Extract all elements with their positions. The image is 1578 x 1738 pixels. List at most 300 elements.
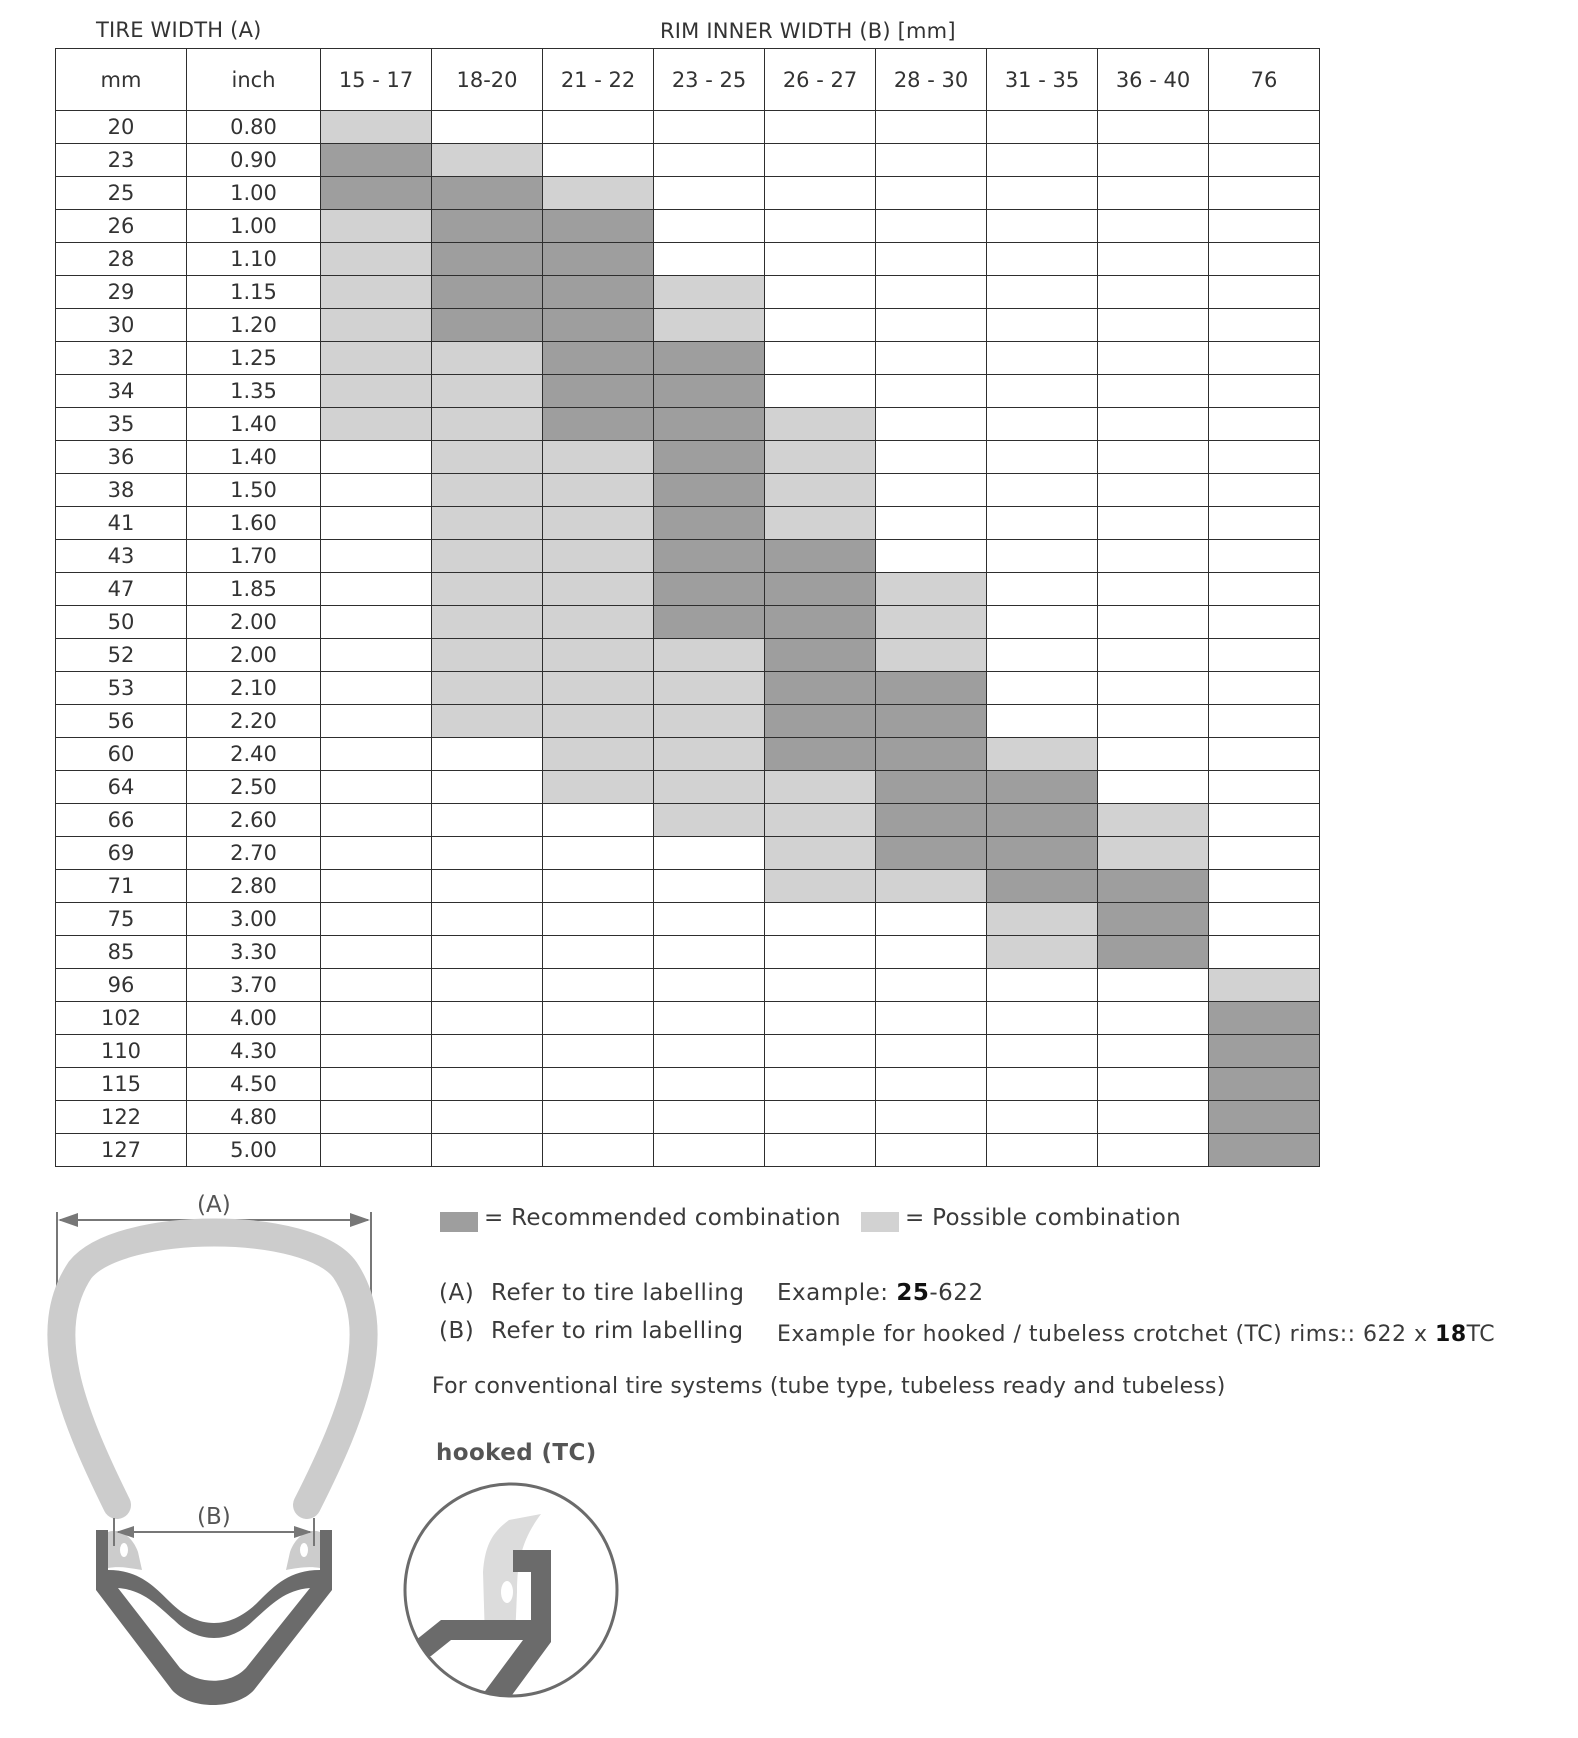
empty-cell (1098, 111, 1209, 144)
tire-width-mm-cell: 28 (56, 243, 187, 276)
recommended-cell (543, 342, 654, 375)
empty-cell (765, 375, 876, 408)
empty-cell (1098, 738, 1209, 771)
possible-cell (654, 276, 765, 309)
empty-cell (1098, 672, 1209, 705)
possible-cell (765, 474, 876, 507)
tire-width-inch-cell: 5.00 (187, 1134, 321, 1167)
recommended-cell (432, 309, 543, 342)
empty-cell (876, 210, 987, 243)
empty-cell (1098, 606, 1209, 639)
empty-cell (432, 969, 543, 1002)
empty-cell (765, 1068, 876, 1101)
empty-cell (987, 408, 1098, 441)
tire-width-mm-cell: 75 (56, 903, 187, 936)
empty-cell (654, 144, 765, 177)
possible-cell (543, 672, 654, 705)
empty-cell (321, 771, 432, 804)
empty-cell (543, 903, 654, 936)
possible-cell (543, 573, 654, 606)
empty-cell (876, 441, 987, 474)
recommended-cell (654, 540, 765, 573)
empty-cell (765, 903, 876, 936)
empty-cell (987, 1035, 1098, 1068)
table-row (56, 606, 1320, 639)
possible-cell (432, 606, 543, 639)
empty-cell (432, 111, 543, 144)
possible-cell (654, 771, 765, 804)
empty-cell (1209, 144, 1320, 177)
empty-cell (876, 1035, 987, 1068)
empty-cell (1209, 573, 1320, 606)
recommended-cell (432, 243, 543, 276)
tire-width-inch-cell: 2.80 (187, 870, 321, 903)
empty-cell (987, 540, 1098, 573)
empty-cell (1098, 474, 1209, 507)
empty-cell (876, 342, 987, 375)
empty-cell (1209, 738, 1320, 771)
recommended-cell (765, 705, 876, 738)
tire-width-inch-cell: 1.60 (187, 507, 321, 540)
tire-width-inch-cell: 1.10 (187, 243, 321, 276)
possible-cell (543, 507, 654, 540)
recommended-cell (1209, 1134, 1320, 1167)
tire-width-mm-cell: 52 (56, 639, 187, 672)
empty-cell (1098, 276, 1209, 309)
empty-cell (876, 1068, 987, 1101)
recommended-cell (543, 210, 654, 243)
empty-cell (1209, 705, 1320, 738)
recommended-cell (1209, 1002, 1320, 1035)
recommended-cell (765, 573, 876, 606)
empty-cell (1209, 210, 1320, 243)
table-row (56, 309, 1320, 342)
tire-width-mm-cell: 41 (56, 507, 187, 540)
empty-cell (1098, 969, 1209, 1002)
rim-hook-detail (411, 1550, 551, 1710)
empty-cell (432, 1134, 543, 1167)
possible-cell (543, 738, 654, 771)
empty-cell (1098, 1101, 1209, 1134)
table-row (56, 408, 1320, 441)
rim-inner-width-header: RIM INNER WIDTH (B) [mm] (660, 19, 956, 43)
empty-cell (321, 639, 432, 672)
empty-cell (321, 1134, 432, 1167)
column-header-mm: mm (56, 49, 187, 111)
recommended-cell (1209, 1101, 1320, 1134)
table-row (56, 507, 1320, 540)
recommended-swatch (440, 1212, 478, 1232)
recommended-cell (321, 144, 432, 177)
ref-b-text: Refer to rim labelling (491, 1318, 744, 1344)
empty-cell (1209, 837, 1320, 870)
empty-cell (1209, 375, 1320, 408)
empty-cell (321, 441, 432, 474)
table-row (56, 375, 1320, 408)
recommended-cell (987, 804, 1098, 837)
empty-cell (987, 474, 1098, 507)
empty-cell (543, 111, 654, 144)
dimension-a-label: (A) (197, 1192, 231, 1218)
recommended-cell (543, 276, 654, 309)
table-row (56, 804, 1320, 837)
empty-cell (1209, 672, 1320, 705)
tire-width-mm-cell: 25 (56, 177, 187, 210)
empty-cell (1098, 441, 1209, 474)
tire-width-mm-cell: 127 (56, 1134, 187, 1167)
empty-cell (1209, 111, 1320, 144)
empty-cell (876, 507, 987, 540)
empty-cell (321, 507, 432, 540)
tire-width-inch-cell: 1.85 (187, 573, 321, 606)
empty-cell (654, 936, 765, 969)
tire-width-inch-cell: 4.00 (187, 1002, 321, 1035)
empty-cell (1209, 507, 1320, 540)
tire-width-mm-cell: 38 (56, 474, 187, 507)
empty-cell (321, 573, 432, 606)
empty-cell (765, 177, 876, 210)
recommended-cell (1209, 1068, 1320, 1101)
possible-cell (1098, 804, 1209, 837)
tire-width-inch-cell: 2.50 (187, 771, 321, 804)
table-row (56, 1134, 1320, 1167)
possible-cell (321, 111, 432, 144)
empty-cell (543, 1101, 654, 1134)
empty-cell (876, 375, 987, 408)
possible-cell (321, 276, 432, 309)
column-header-rim: 23 - 25 (654, 49, 765, 111)
empty-cell (321, 705, 432, 738)
table-row (56, 474, 1320, 507)
possible-cell (543, 540, 654, 573)
possible-cell (654, 738, 765, 771)
empty-cell (1098, 342, 1209, 375)
possible-cell (321, 210, 432, 243)
tire-width-mm-cell: 64 (56, 771, 187, 804)
compatibility-table (55, 48, 1320, 1167)
empty-cell (987, 639, 1098, 672)
tire-width-mm-cell: 102 (56, 1002, 187, 1035)
empty-cell (432, 1068, 543, 1101)
tire-width-inch-cell: 1.50 (187, 474, 321, 507)
empty-cell (1098, 375, 1209, 408)
table-row (56, 771, 1320, 804)
empty-cell (321, 936, 432, 969)
possible-cell (432, 672, 543, 705)
empty-cell (876, 936, 987, 969)
column-header-rim: 26 - 27 (765, 49, 876, 111)
empty-cell (321, 1035, 432, 1068)
empty-cell (1098, 1035, 1209, 1068)
tire-width-mm-cell: 34 (56, 375, 187, 408)
table-row (56, 276, 1320, 309)
recommended-cell (987, 771, 1098, 804)
possible-cell (321, 243, 432, 276)
table-row (56, 1035, 1320, 1068)
recommended-cell (876, 771, 987, 804)
table-row (56, 969, 1320, 1002)
recommended-cell (876, 804, 987, 837)
tire-width-mm-cell: 35 (56, 408, 187, 441)
possible-cell (876, 573, 987, 606)
legend-recommended: = Recommended combination (484, 1205, 841, 1231)
empty-cell (876, 408, 987, 441)
tire-width-inch-cell: 4.50 (187, 1068, 321, 1101)
empty-cell (876, 309, 987, 342)
empty-cell (987, 243, 1098, 276)
empty-cell (432, 903, 543, 936)
empty-cell (1209, 540, 1320, 573)
recommended-cell (654, 375, 765, 408)
possible-cell (987, 903, 1098, 936)
recommended-cell (876, 837, 987, 870)
empty-cell (1098, 705, 1209, 738)
empty-cell (321, 540, 432, 573)
empty-cell (432, 738, 543, 771)
empty-cell (876, 474, 987, 507)
possible-cell (987, 738, 1098, 771)
empty-cell (987, 210, 1098, 243)
empty-cell (876, 1101, 987, 1134)
empty-cell (765, 1101, 876, 1134)
tire-width-inch-cell: 1.40 (187, 441, 321, 474)
empty-cell (432, 936, 543, 969)
empty-cell (987, 111, 1098, 144)
tire-width-mm-cell: 20 (56, 111, 187, 144)
empty-cell (1098, 639, 1209, 672)
possible-cell (876, 606, 987, 639)
table-row (56, 1002, 1320, 1035)
empty-cell (321, 474, 432, 507)
recommended-cell (987, 870, 1098, 903)
empty-cell (1098, 507, 1209, 540)
empty-cell (987, 1068, 1098, 1101)
table-row (56, 705, 1320, 738)
tire-width-inch-cell: 4.30 (187, 1035, 321, 1068)
empty-cell (987, 1002, 1098, 1035)
tire-width-inch-cell: 2.40 (187, 738, 321, 771)
column-header-rim: 18-20 (432, 49, 543, 111)
empty-cell (543, 1134, 654, 1167)
table-body (56, 111, 1320, 1167)
empty-cell (987, 441, 1098, 474)
empty-cell (1209, 309, 1320, 342)
tire-rim-diagram (40, 1190, 440, 1730)
table-row (56, 342, 1320, 375)
possible-cell (654, 309, 765, 342)
empty-cell (765, 936, 876, 969)
tire-width-inch-cell: 4.80 (187, 1101, 321, 1134)
tire-width-inch-cell: 1.35 (187, 375, 321, 408)
empty-cell (1209, 639, 1320, 672)
ref-b-key: (B) (439, 1318, 475, 1344)
tire-casing-shape (61, 1233, 363, 1506)
possible-cell (432, 474, 543, 507)
recommended-cell (765, 672, 876, 705)
possible-cell (876, 639, 987, 672)
empty-cell (987, 375, 1098, 408)
empty-cell (321, 672, 432, 705)
empty-cell (987, 144, 1098, 177)
empty-cell (654, 1068, 765, 1101)
possible-cell (765, 507, 876, 540)
empty-cell (543, 837, 654, 870)
empty-cell (321, 738, 432, 771)
empty-cell (1098, 573, 1209, 606)
empty-cell (543, 969, 654, 1002)
empty-cell (1209, 870, 1320, 903)
empty-cell (432, 804, 543, 837)
table-row (56, 441, 1320, 474)
recommended-cell (654, 342, 765, 375)
empty-cell (876, 111, 987, 144)
tire-width-mm-cell: 85 (56, 936, 187, 969)
possible-cell (765, 804, 876, 837)
empty-cell (654, 177, 765, 210)
possible-cell (543, 639, 654, 672)
table-row (56, 144, 1320, 177)
possible-cell (765, 441, 876, 474)
possible-cell (432, 375, 543, 408)
empty-cell (765, 1035, 876, 1068)
empty-cell (1098, 177, 1209, 210)
column-header-rim: 36 - 40 (1098, 49, 1209, 111)
empty-cell (876, 540, 987, 573)
recommended-cell (654, 474, 765, 507)
empty-cell (1098, 540, 1209, 573)
recommended-cell (876, 672, 987, 705)
empty-cell (765, 342, 876, 375)
possible-cell (432, 507, 543, 540)
empty-cell (654, 1134, 765, 1167)
empty-cell (1209, 936, 1320, 969)
tire-width-mm-cell: 122 (56, 1101, 187, 1134)
empty-cell (1209, 771, 1320, 804)
possible-cell (1098, 837, 1209, 870)
empty-cell (987, 177, 1098, 210)
empty-cell (1209, 177, 1320, 210)
tire-width-mm-cell: 43 (56, 540, 187, 573)
tire-width-inch-cell: 1.40 (187, 408, 321, 441)
empty-cell (1209, 276, 1320, 309)
empty-cell (654, 243, 765, 276)
table-row (56, 1101, 1320, 1134)
empty-cell (321, 969, 432, 1002)
recommended-cell (876, 705, 987, 738)
empty-cell (876, 903, 987, 936)
empty-cell (432, 1101, 543, 1134)
column-header-rim: 28 - 30 (876, 49, 987, 111)
recommended-cell (987, 837, 1098, 870)
recommended-cell (432, 210, 543, 243)
empty-cell (1098, 1068, 1209, 1101)
tire-width-mm-cell: 60 (56, 738, 187, 771)
empty-cell (321, 804, 432, 837)
possible-cell (1209, 969, 1320, 1002)
tire-width-mm-cell: 71 (56, 870, 187, 903)
recommended-cell (543, 375, 654, 408)
table-row (56, 837, 1320, 870)
empty-cell (765, 111, 876, 144)
empty-cell (543, 1068, 654, 1101)
empty-cell (1098, 144, 1209, 177)
tire-width-header: TIRE WIDTH (A) (96, 18, 262, 42)
hooked-tc-detail (401, 1480, 641, 1720)
possible-cell (432, 342, 543, 375)
empty-cell (876, 177, 987, 210)
recommended-cell (1209, 1035, 1320, 1068)
recommended-cell (765, 738, 876, 771)
possible-cell (543, 441, 654, 474)
possible-cell (765, 837, 876, 870)
empty-cell (987, 507, 1098, 540)
possible-cell (654, 672, 765, 705)
empty-cell (1209, 441, 1320, 474)
table-row (56, 177, 1320, 210)
empty-cell (765, 243, 876, 276)
recommended-cell (765, 639, 876, 672)
tire-width-inch-cell: 3.00 (187, 903, 321, 936)
tire-width-inch-cell: 0.80 (187, 111, 321, 144)
empty-cell (876, 1002, 987, 1035)
empty-cell (765, 1002, 876, 1035)
possible-cell (876, 870, 987, 903)
table-row (56, 111, 1320, 144)
recommended-cell (432, 276, 543, 309)
recommended-cell (654, 573, 765, 606)
empty-cell (876, 243, 987, 276)
possible-cell (543, 474, 654, 507)
recommended-cell (321, 177, 432, 210)
empty-cell (987, 1101, 1098, 1134)
empty-cell (1209, 606, 1320, 639)
ref-a-text: Refer to tire labelling (491, 1280, 745, 1306)
empty-cell (543, 870, 654, 903)
conventional-systems-note: For conventional tire systems (tube type, tubeless ready and tubeless) (432, 1374, 1226, 1399)
empty-cell (765, 969, 876, 1002)
empty-cell (654, 1101, 765, 1134)
possible-cell (543, 606, 654, 639)
recommended-cell (765, 606, 876, 639)
recommended-cell (1098, 870, 1209, 903)
dimension-a-arrow-left (58, 1213, 78, 1227)
possible-cell (765, 771, 876, 804)
tire-width-mm-cell: 36 (56, 441, 187, 474)
possible-cell (654, 804, 765, 837)
empty-cell (432, 837, 543, 870)
empty-cell (987, 672, 1098, 705)
empty-cell (321, 837, 432, 870)
empty-cell (1209, 342, 1320, 375)
tire-width-mm-cell: 32 (56, 342, 187, 375)
empty-cell (1098, 771, 1209, 804)
ref-a-key: (A) (439, 1280, 475, 1306)
recommended-cell (876, 738, 987, 771)
possible-cell (654, 705, 765, 738)
recommended-cell (654, 606, 765, 639)
empty-cell (543, 1002, 654, 1035)
tire-width-mm-cell: 66 (56, 804, 187, 837)
possible-cell (321, 408, 432, 441)
tire-width-inch-cell: 1.20 (187, 309, 321, 342)
empty-cell (987, 309, 1098, 342)
empty-cell (543, 936, 654, 969)
possible-cell (321, 342, 432, 375)
empty-cell (1209, 474, 1320, 507)
tire-width-inch-cell: 2.10 (187, 672, 321, 705)
possible-cell (765, 408, 876, 441)
tire-width-mm-cell: 96 (56, 969, 187, 1002)
